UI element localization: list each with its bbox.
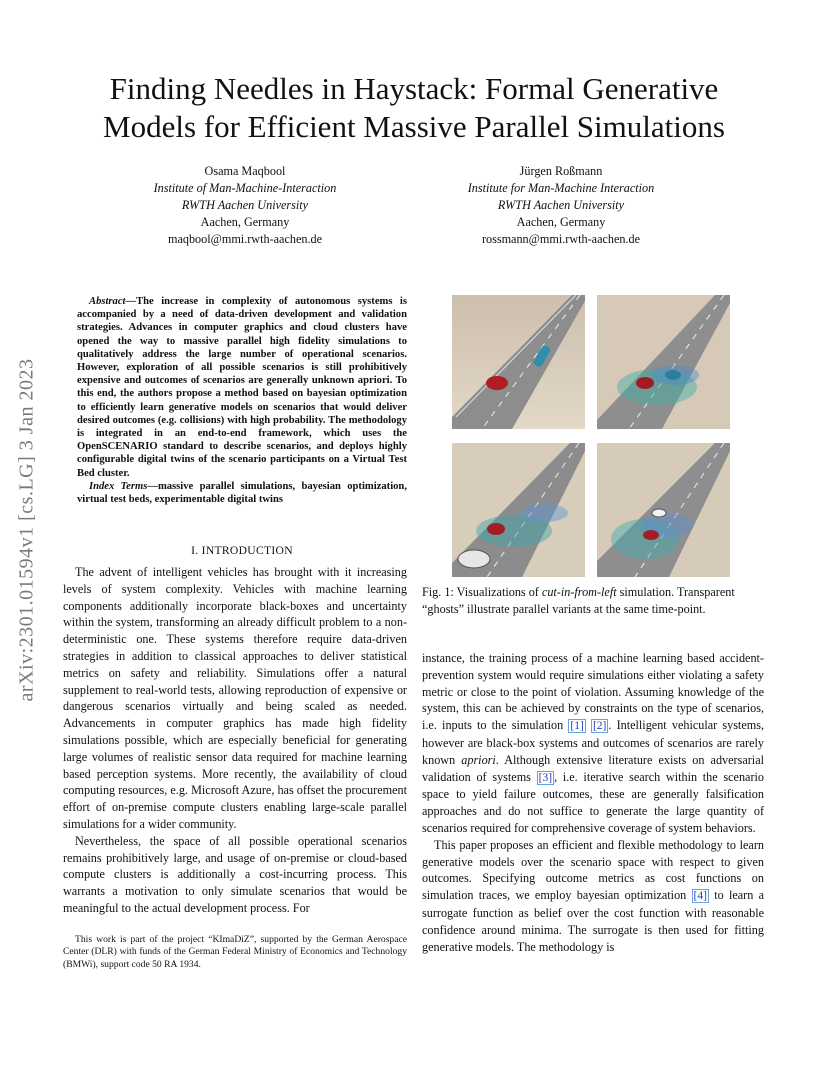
simulation-image-2 [597,295,730,429]
citation-link[interactable]: [3] [538,771,553,784]
right-paragraph-1 [422,650,764,837]
footnote [63,934,407,971]
simulation-image-1 [452,295,585,429]
text-span: . Although extensive literature exists on adversarial validation of systems [422,752,764,784]
author-email[interactable]: maqbool@mmi.rwth-aachen.de [167,232,323,246]
abstract-label: Abstract [89,296,126,307]
author-university: RWTH Aachen University [181,198,309,212]
citation-link[interactable]: [1] [570,720,584,733]
abstract [77,295,407,506]
author-location: Aachen, Germany [200,215,290,229]
author-name: Jürgen Roßmann [519,164,603,178]
italic-text: apriori [461,752,496,767]
arxiv-identifier[interactable]: arXiv:2301.01594v1 [cs.LG] 3 Jan 2023 [15,358,38,702]
author-affiliation: Institute of Man-Machine-Interaction [153,181,337,195]
figure-caption [422,584,768,618]
author-block-1 [115,163,375,248]
caption-prefix: Fig. 1: Visualizations of [422,585,542,599]
title-line-2: Models for Efficient Massive Parallel Simulations [103,109,725,144]
title-line-1: Finding Needles in Haystack: Formal Generative [109,71,719,106]
author-name: Osama Maqbool [204,164,286,178]
text-span: , i.e. iterative search within the scenario space to yield failure outcomes, these are generally falsification approaches and do not suffice to generate the large quantity of scenarios required for comprehensive coverage of system behaviors. [422,769,764,835]
author-university: RWTH Aachen University [497,198,625,212]
caption-italic: cut-in-from-left [541,585,617,599]
section-heading-introduction: I. INTRODUCTION [191,544,293,557]
index-terms-label: Index Terms [89,480,148,492]
text-span: to learn a surrogate function as belief over the cost function with reasonable confidence around minima. The surrogate is then used for fitting generative models. The methodology is [422,888,764,954]
paper-title [40,70,788,146]
text-span: This paper proposes an efficient and flexible methodology to learn generative models over the scenario space with respect to given outcomes. Specifying outcome metrics as cost functions on simulation traces, we employ bayesian optimization [422,837,764,903]
intro-paragraph-2: Nevertheless, the space of all possible operational scenarios remains prohibitively large, and usage of on-premise or cloud-based compute clusters is additionally a cost-incurring process. This warrants a motivation to only simulate scenarios that would be meaningful to the actual development process. For [63,833,407,915]
introduction-right-column [422,650,764,955]
text-span: instance, the training process of a machine learning based accident-prevention system would require simulations either violating a safety metric or close to the point of violation. Assuming knowledge of the system, this can be achieved by constraints on the type of scenarios, i.e. inputs to the simulation [422,651,764,733]
author-email[interactable]: rossmann@mmi.rwth-aachen.de [481,232,641,246]
caption-suffix: simulation. Transparent “ghosts” illustrate parallel variants at the same time-point. [422,585,735,616]
abstract-text: The increase in complexity of autonomous systems is accompanied by a need of data-driven development and validation strategies. Advances in computer graphics and cloud clusters have opened the way to massive parallel high fidelity simulations to qualitatively address the large number of operational scenarios. However, exploration of all possible scenarios is still prohibitively expensive and outcomes of scenarios are generally unknown apriori. To this end, the authors propose a method based on bayesian optimization to efficiently learn generative models on scenarios that would deliver desired outcomes (e.g. collisions) with high probability. The methodology is integrated in an end-to-end framework, which uses the OpenSCENARIO standard to describe scenarios, and deploys highly configurable digital twins of the scenario participants on a Virtual Test Bed cluster. [77,296,407,479]
simulation-image-4 [597,443,730,577]
text-span: . Intelligent vehicular systems, however are black-box systems and outcomes of scenarios are rarely known [422,718,765,767]
author-location: Aachen, Germany [516,215,606,229]
citation-link[interactable]: [4] [693,890,707,903]
index-terms-text: massive parallel simulations, bayesian optimization, virtual test beds, experimentable digital twins [77,480,407,506]
index-terms-dash: — [147,480,158,492]
author-affiliation: Institute for Man-Machine Interaction [467,181,655,195]
right-paragraph-2 [422,837,764,956]
simulation-image-3 [452,443,585,577]
arxiv-sidebar [5,295,49,765]
introduction-left-column [63,564,407,917]
author-block-2 [436,163,686,248]
footnote-text: This work is part of the project “KImaDiZ”, supported by the German Aerospace Center (DLR) with funds of the German Federal Ministry of Economics and Technology (BMWi), support code 50 RA 1934. [63,934,407,970]
abstract-dash: — [125,296,137,307]
citation-link[interactable]: [2] [592,720,607,733]
intro-paragraph-1: The advent of intelligent vehicles has brought with it increasing levels of system complexity. Vehicles with machine learning components additionally incorporate black-boxes and uncertainty within the system, transforming an already difficult problem to a non-deterministic one. These systems therefore require data-driven strategies in addition to classical approaches to deliver statistical metrics on safety and reliability. Simulations offer a natural supplement to real-world tests, allowing reproduction of expensive or dangerous scenarios virtually and being scaled as needed. Advancements in computer graphics has made high fidelity simulations possible, which are especially beneficial for generating large volumes of realistic sensor data required for machine learning based perception systems. More recently, the availability of cloud computing resources, e.g. Microsoft Azure, has offset the procurement effort of on-premise compute clusters enabling large-scale parallel simulations for a wider community. [63,565,407,831]
